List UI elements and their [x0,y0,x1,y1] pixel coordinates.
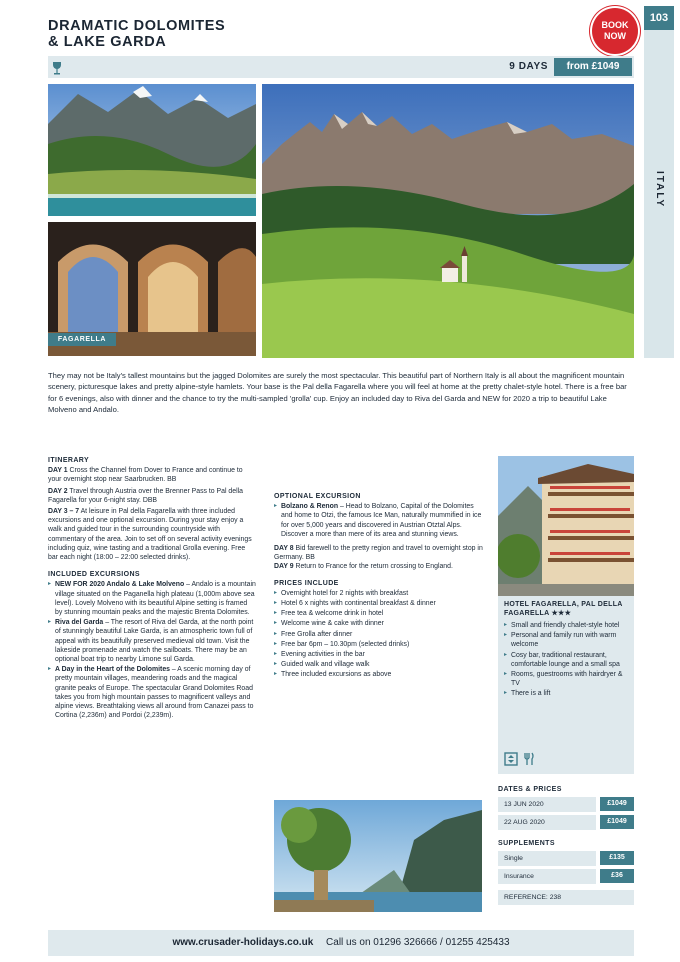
restaurant-icon [522,752,536,766]
dates-heading: DATES & PRICES [498,786,562,793]
tour-title [48,18,298,50]
list-item: ▸ There is a lift [504,689,630,698]
book-now-line1: BOOK [601,20,629,30]
itinerary-day: DAY 9 Return to France for the return crossing to England. [274,563,453,571]
date-value: 22 AUG 2020 [498,815,596,830]
book-now-line2: NOW [604,31,626,41]
optional-heading: OPTIONAL EXCURSION [274,493,361,500]
supplements-heading: SUPPLEMENTS [498,840,555,847]
dolomites-church-photo [262,84,634,358]
list-item: ▸ Rooms, guestrooms with hairdryer & TV [504,670,630,688]
list-item: ▸ Three included excursions as above [274,670,484,679]
supplement-label: Single [498,851,596,866]
date-row [498,797,634,812]
elevator-icon [504,752,518,766]
list-item: ▸ Overnight hotel for 2 nights with breakfast [274,589,484,598]
supplement-price: £36 [600,869,634,883]
list-item: ▸ Free Grolla after dinner [274,630,484,639]
date-price: £1049 [600,797,634,811]
hotel-name: HOTEL FAGARELLA, PAL DELLA FAGARELLA ★★★ [504,601,623,617]
list-item: ▸ Small and friendly chalet-style hotel [504,621,630,630]
optional-list [274,502,484,539]
date-value: 13 JUN 2020 [498,797,596,812]
list-item: ▸ Personal and family run with warm welcome [504,631,630,649]
prices-include-list [274,589,484,680]
lake-garda-photo [274,800,482,912]
supplement-price: £135 [600,851,634,865]
tour-title-line2: & LAKE GARDA [48,34,167,50]
price-badge: from £1049 [554,58,632,76]
hotel-photo [498,456,634,596]
itinerary-column [48,456,256,721]
tour-title-line1: DRAMATIC DOLOMITES [48,18,226,34]
list-item: ▸ NEW FOR 2020 Andalo & Lake Molveno – Andalo is a mountain village situated on the Paganella high plateau (1,000m above sea level). Lovely Molveno with its beautiful Alpine setting is framed by stunning mountain peaks and the majestic Brenta Dolomites. [48,580,256,617]
list-item: ▸ Welcome wine & cake with dinner [274,619,484,628]
photo-caption-tag: FAGARELLA [48,333,116,346]
reference-code: REFERENCE: 238 [498,890,634,905]
country-label: ITALY [654,171,665,209]
supplement-row [498,851,634,866]
date-price: £1049 [600,815,634,829]
phone-text[interactable]: Call us on 01296 326666 / 01255 425433 [326,937,510,948]
list-item: ▸ Riva del Garda – The resort of Riva del Garda, at the north point of stunningly beautiful Lake Garda, is an atmospheric town full of appeal with its beautifully preserved medieval old town. Visit the lakeside promenade and watch the sailboats. There may be an optional boat trip to nearby Limone sul Garda. [48,618,256,664]
dates-prices [498,786,634,905]
list-item: ▸ Guided walk and village walk [274,660,484,669]
included-list [48,580,256,720]
supplement-row [498,869,634,884]
wine-glass-icon [52,61,62,75]
itinerary-day: DAY 3 – 7 At leisure in Pal della Fagarella with three included excursions and one optional excursion. During your stay enjoy a walk and guided tour in the surrounding countryside with commentary of the area. Join to set off on several activity evenings including quiz, wine tasting and a traditional Grolla evening. Free bar each night (18:00 – 22:00 selected drinks). [48,508,252,562]
lake-mountains-photo [48,84,256,216]
list-item: ▸ Bolzano & Renon – Head to Bolzano, Capital of the Dolomites and home to Otzi, the famous Ice Man, naturally mummified in ice for over 5,000 years and discovered in Austrian Otztal Alps. Discover a more than mere of its area and stunning views. [274,502,484,539]
page-number: 103 [644,6,674,30]
included-heading: INCLUDED EXCURSIONS [48,571,140,579]
details-column [274,492,484,681]
itinerary-heading: ITINERARY [48,457,90,464]
supplement-label: Insurance [498,869,596,884]
website-link[interactable]: www.crusader-holidays.co.uk [172,937,314,948]
tour-duration: 9 DAYS [509,61,548,72]
list-item: ▸ Cosy bar, traditional restaurant, comfortable lounge and a small spa [504,651,630,669]
prices-include-heading: PRICES INCLUDE [274,579,339,587]
footer-bar [48,930,634,956]
itinerary-day: DAY 8 Bid farewell to the pretty region and travel to overnight stop in Germany. BB [274,545,483,562]
date-row [498,815,634,830]
list-item: ▸ Free bar 6pm – 10.30pm (selected drinks) [274,640,484,649]
book-now-badge[interactable] [592,8,638,54]
intro-paragraph: They may not be Italy's tallest mountains but the jagged Dolomites are surely the most spectacular. This beautiful part of Northern Italy is all about the magnificent mountain scenery, picturesque lakes and pretty alpine-style hamlets. Your base is the Pal della Fagarella where you will feel at home at the pretty chalet-style hotel. There is a free bar for 6 evenings, also with dinner and the chance to try the multi-sampled 'grolla' cup. Enjoy an included day to Riva del Garda and NEW for 2020 a trip to beautiful Lake Molveno and Andalo. [48,371,627,415]
hotel-features [504,621,630,700]
list-item: ▸ Free tea & welcome drink in hotel [274,609,484,618]
itinerary-day: DAY 1 Cross the Channel from Dover to France and continue to your overnight stop near Saarbrucken. BB [48,467,243,484]
itinerary-day: DAY 2 Travel through Austria over the Brenner Pass to Pal della Fagarella for your 6-night stay. DBB [48,487,243,504]
list-item: ▸ A Day in the Heart of the Dolomites – A scenic morning day of pretty mountain villages, meandering roads and the magical granite peaks of Europe. The spectacular Grand Dolomites Road takes you from high mountain passes to magnificent valleys and alpine views. Breathtaking views all around from Canazei pass to Cortina (2,236m) and Pordoi (2,239m). [48,665,256,720]
list-item: ▸ Hotel 6 x nights with continental breakfast & dinner [274,599,484,608]
list-item: ▸ Evening activities in the bar [274,650,484,659]
